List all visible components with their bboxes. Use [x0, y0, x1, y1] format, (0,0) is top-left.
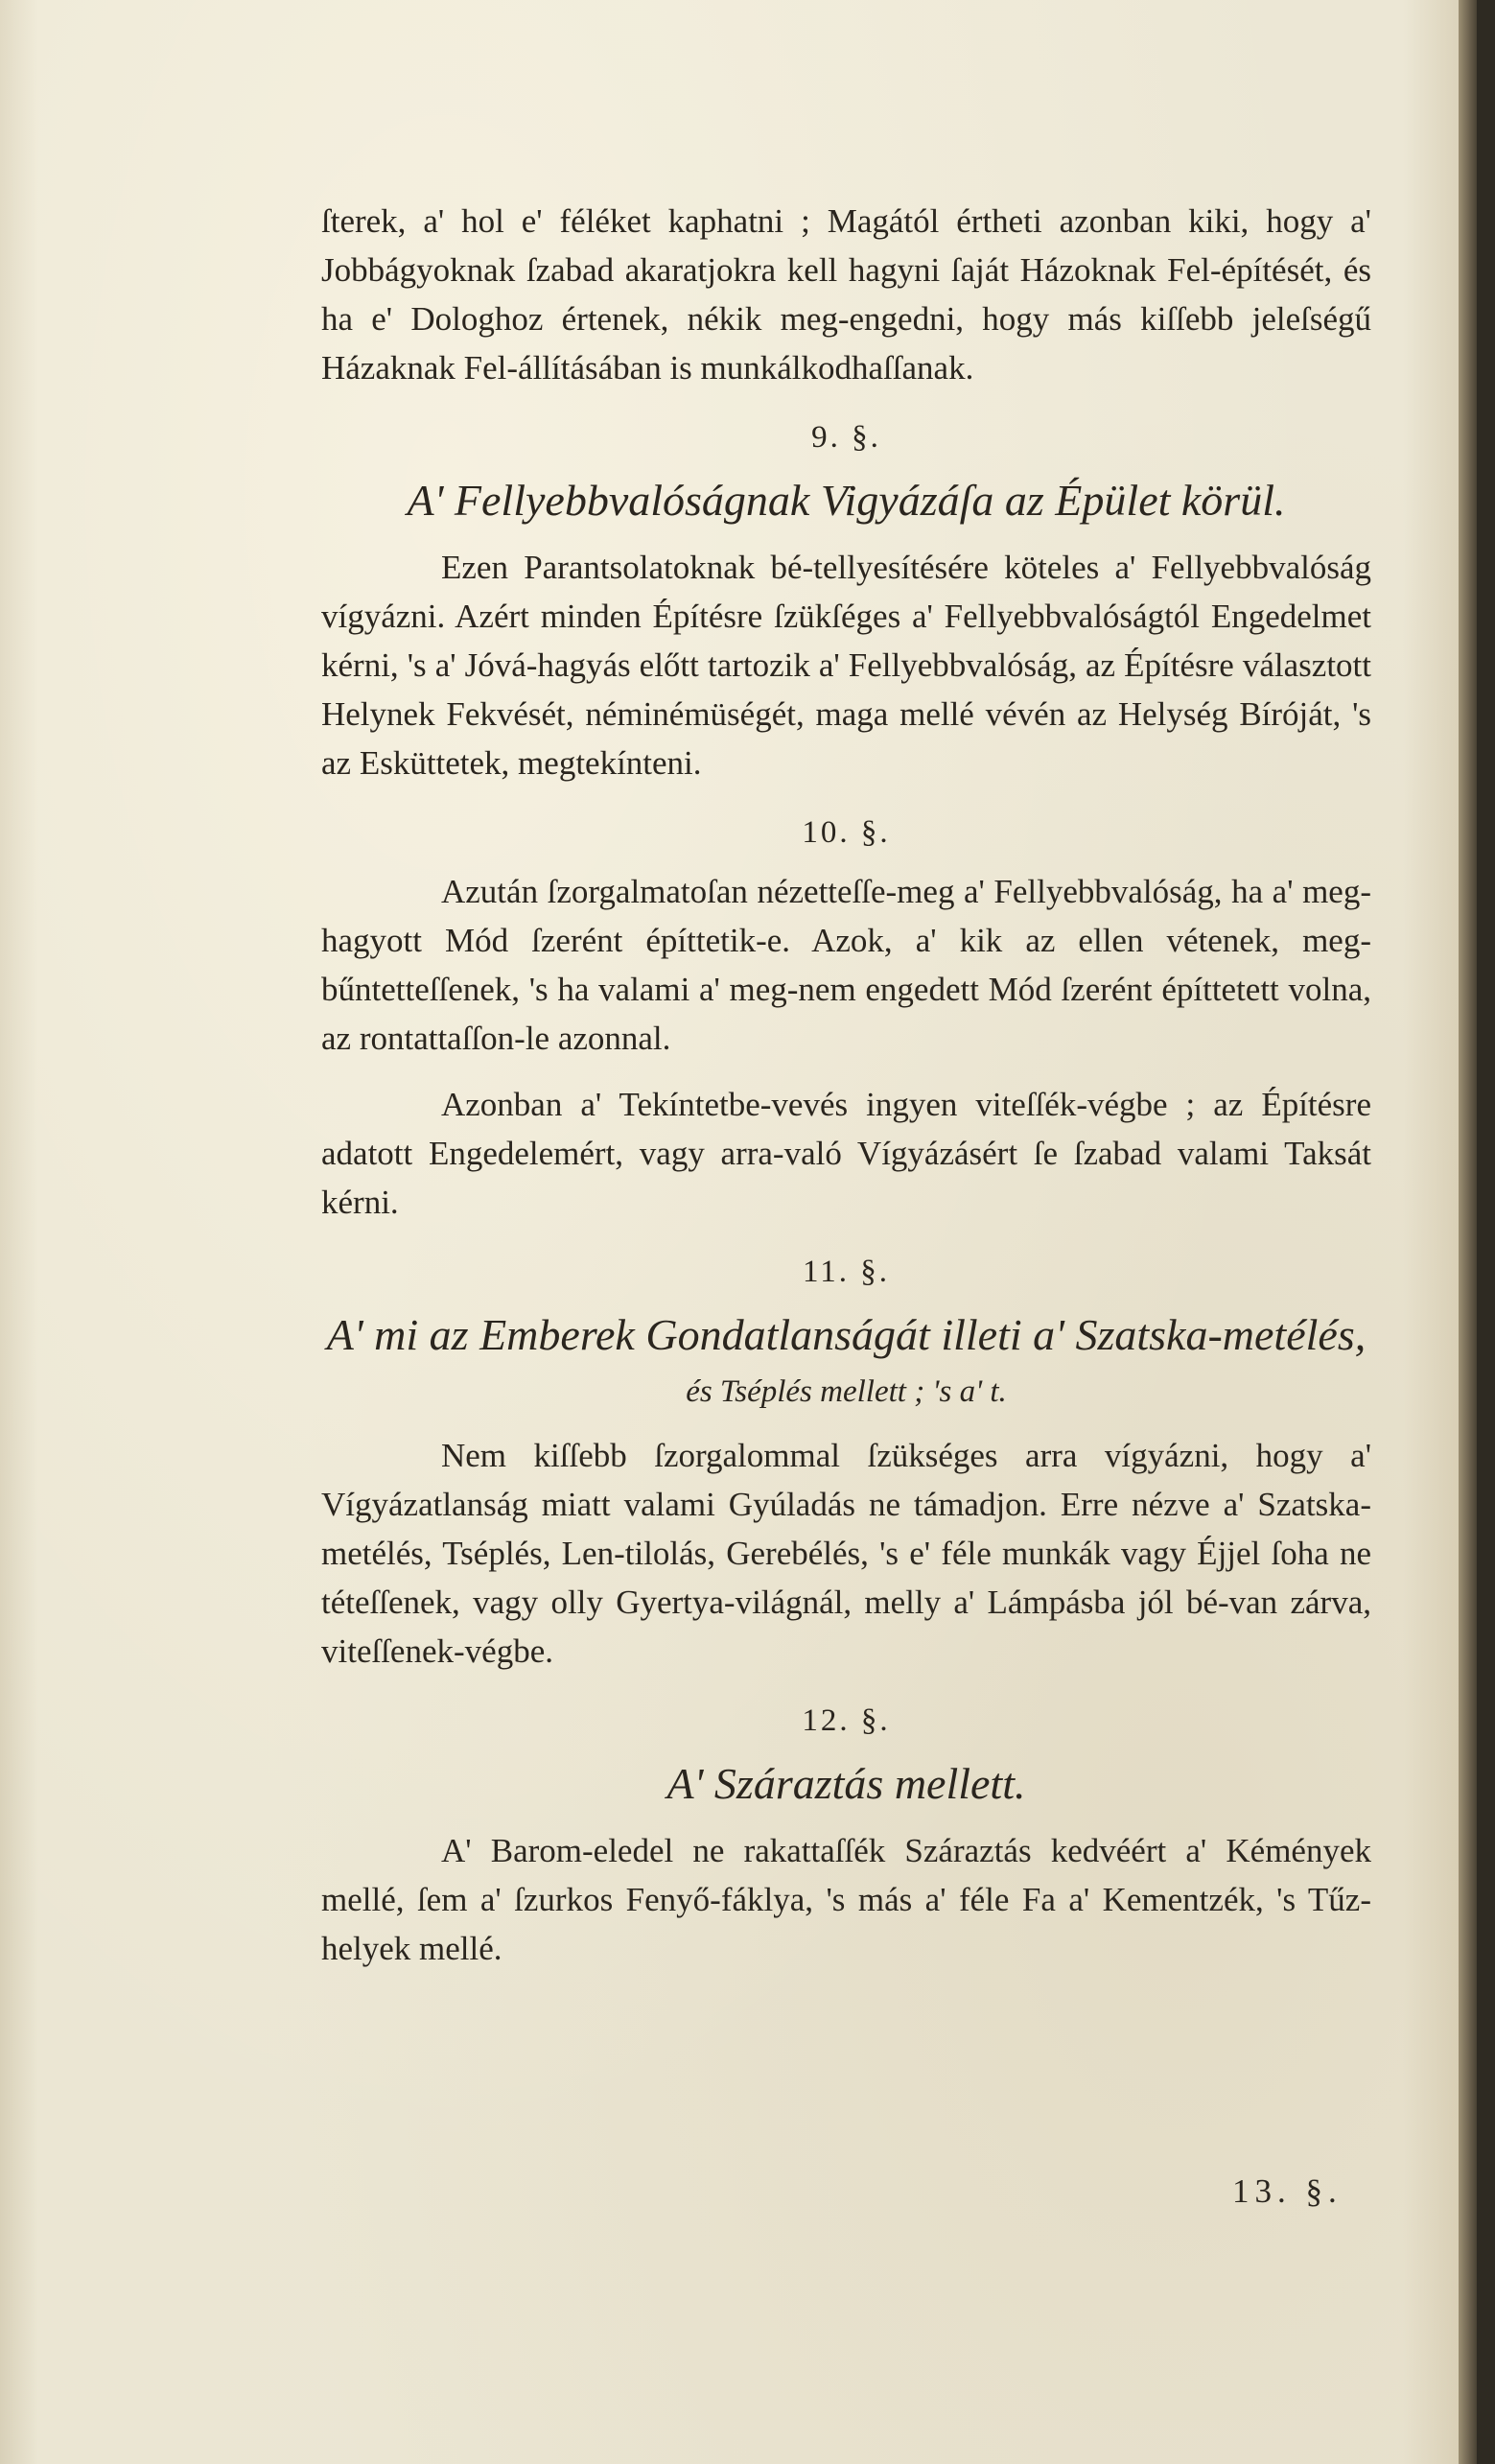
section-12-paragraph: A' Barom-eledel ne rakattaſſék Száraztás kedvéért a' Kémények mellé, ſem a' ſzurkos Fenyő-fáklya, 's más a' féle Fa a' Kementzék, 's Tűz-helyek mellé.: [321, 1832, 1371, 1967]
section-heading-12: A' Száraztás mellett.: [666, 1759, 1026, 1808]
section-heading-9: A' Fellyebbvalóságnak Vigyázáſa az Épület körül.: [407, 476, 1286, 525]
page-text-block: [321, 197, 1371, 1973]
section-number-11: 11. §.: [802, 1255, 891, 1289]
section-number-10: 10. §.: [802, 815, 891, 850]
section-10-paragraph-2: Azonban a' Tekíntetbe-vevés ingyen viteſſék-végbe ; az Építésre adatott Engedelemért, vagy arra-való Vígyázásért ſe ſzabad valami Taksát kérni.: [321, 1086, 1371, 1221]
continuation-paragraph: ſterek, a' hol e' féléket kaphatni ; Magától értheti azonban kiki, hogy a' Jobbágyoknak ſzabad akaratjokra kell hagyni ſaját Házoknak Fel-építését, és ha e' Dologhoz értenek, nékik meg-engedni, hogy más kiſſebb jeleſségű Házaknak Fel-állításában is munkálkodhaſſanak.: [321, 202, 1371, 387]
section-number-9: 9. §.: [811, 420, 881, 455]
catchword: 13. §.: [1232, 2172, 1343, 2210]
page-binding-edge: [1459, 0, 1477, 2464]
section-9-paragraph: Ezen Parantsolatoknak bé-tellyesítésére köteles a' Fellyebbvalóság vígyázni. Azért minden Építésre ſzükſéges a' Fellyebbvalóságtól Engedelmet kérni, 's a' Jóvá-hagyás előtt tartozik a' Fellyebbvalóság, az Építésre választott Helynek Fekvését, néminémüségét, maga mellé vévén az Helység Bíróját, 's az Esküttetek, megtekínteni.: [321, 549, 1371, 782]
section-11-paragraph: Nem kiſſebb ſzorgalommal ſzükséges arra vígyázni, hogy a' Vígyázatlanság miatt valami Gyúladás ne támadjon. Erre nézve a' Szatska-metélés, Tséplés, Len-tilolás, Gerebélés, 's e' féle munkák vagy Éjjel ſoha ne téteſſenek, vagy olly Gyertya-világnál, melly a' Lámpásba jól bé-van zárva, viteſſenek-végbe.: [321, 1437, 1371, 1670]
section-subheading-11: és Tséplés mellett ; 's a' t.: [686, 1374, 1007, 1409]
section-number-12: 12. §.: [802, 1703, 891, 1738]
section-10-paragraph-1: Azután ſzorgalmatoſan nézetteſſe-meg a' Fellyebbvalóság, ha a' meg-hagyott Mód ſzerént építtetik-e. Azok, a' kik az ellen vétenek, meg-bűntetteſſenek, 's ha valami a' meg-nem engedett Mód ſzerént építtetett volna, az rontattaſſon-le azonnal.: [321, 873, 1371, 1057]
section-heading-11: A' mi az Emberek Gondatlanságát illeti a' Szatska-metélés,: [326, 1310, 1367, 1359]
